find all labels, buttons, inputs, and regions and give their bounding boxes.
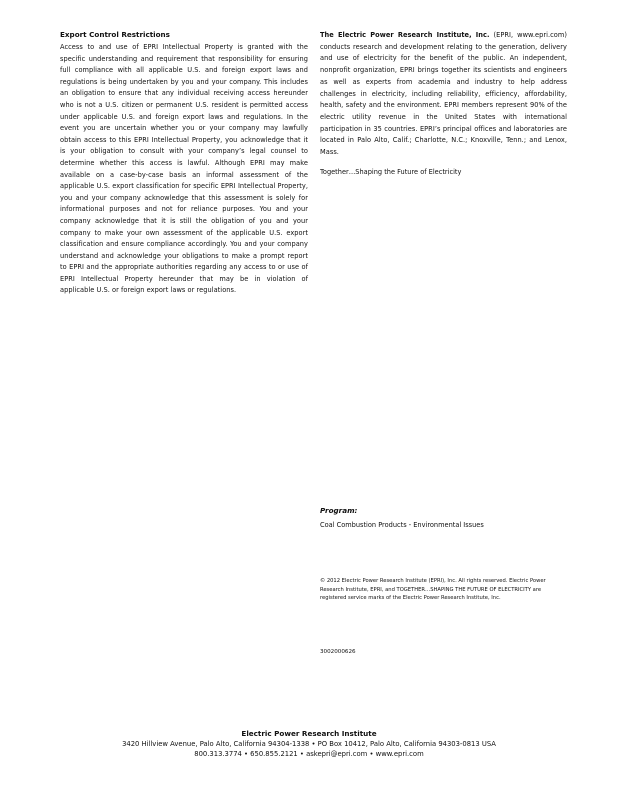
program-item: Coal Combustion Products - Environmental Issues — [320, 521, 484, 529]
footer-org-name: Electric Power Research Institute — [241, 729, 377, 738]
footer-address: 3420 Hillview Avenue, Palo Alto, California 94304-1338 • PO Box 10412, Palo Alto, California 94303-0813 USA — [122, 740, 496, 748]
export-control-heading: Export Control Restrictions — [60, 30, 170, 39]
about-epri-paragraph — [320, 30, 567, 159]
about-epri-lead: The Electric Power Research Institute, Inc. — [320, 31, 490, 39]
footer-contact: 800.313.3774 • 650.855.2121 • askepri@epri.com • www.epri.com — [194, 750, 424, 758]
program-section — [320, 506, 567, 530]
footer — [0, 729, 618, 759]
export-control-body: Access to and use of EPRI Intellectual Property is granted with the specific understanding and requirement that responsibility for ensuring full compliance with all applicable U.S. and foreign export laws and regulations is being undertaken by you and your company. This includes an obligation to ensure that any individual receiving access hereunder who is not a U.S. citizen or permanent U.S. resident is permitted access under applicable U.S. and foreign export laws and regulations. In the event you are uncertain whether you or your company may lawfully obtain access to this EPRI Intellectual Property, you acknowledge that it is your obligation to consult with your company’s legal counsel to determine whether this access is lawful. Although EPRI may make available on a case-by-case basis an informal assessment of the applicable U.S. export classification for specific EPRI Intellectual Property, you and your company acknowledge that this assessment is solely for informational purposes and not for reliance purposes. You and your company acknowledge that it is still the obligation of you and your company to make your own assessment of the applicable U.S. export classification and ensure compliance accordingly. You and your company understand and acknowledge your obligations to make a prompt report to EPRI and the appropriate authorities regarding any access to or use of EPRI Intellectual Property hereunder that may be in violation of applicable U.S. or foreign export laws or regulations. — [60, 43, 308, 295]
export-control-section — [60, 30, 308, 297]
program-title: Program: — [320, 506, 358, 515]
document-number: 3002000626 — [320, 649, 356, 655]
about-epri-section — [320, 30, 567, 184]
about-epri-body: (EPRI, www.epri.com) conducts research and development relating to the generation, delivery and use of electricity for the benefit of the public. An independent, nonprofit organization, EPRI brings together its scientists and engineers as well as experts from academia and industry to help address challenges in electricity, including reliability, efficiency, affordability, health, safety and the environment. EPRI members represent 90% of the electric utility revenue in the United States with international participation in 35 countries. EPRI’s principal offices and laboratories are located in Palo Alto, Calif.; Charlotte, N.C.; Knoxville, Tenn.; and Lenox, Mass. — [320, 31, 567, 157]
copyright-notice: © 2012 Electric Power Research Institute (EPRI), Inc. All rights reserved. Electric Power Research Institute, EPRI, and TOGETHER…SHAPING THE FUTURE OF ELECTRICITY are registered service marks of the Electric Power Research Institute, Inc. — [320, 578, 546, 601]
tagline: Together…Shaping the Future of Electricity — [320, 167, 462, 176]
